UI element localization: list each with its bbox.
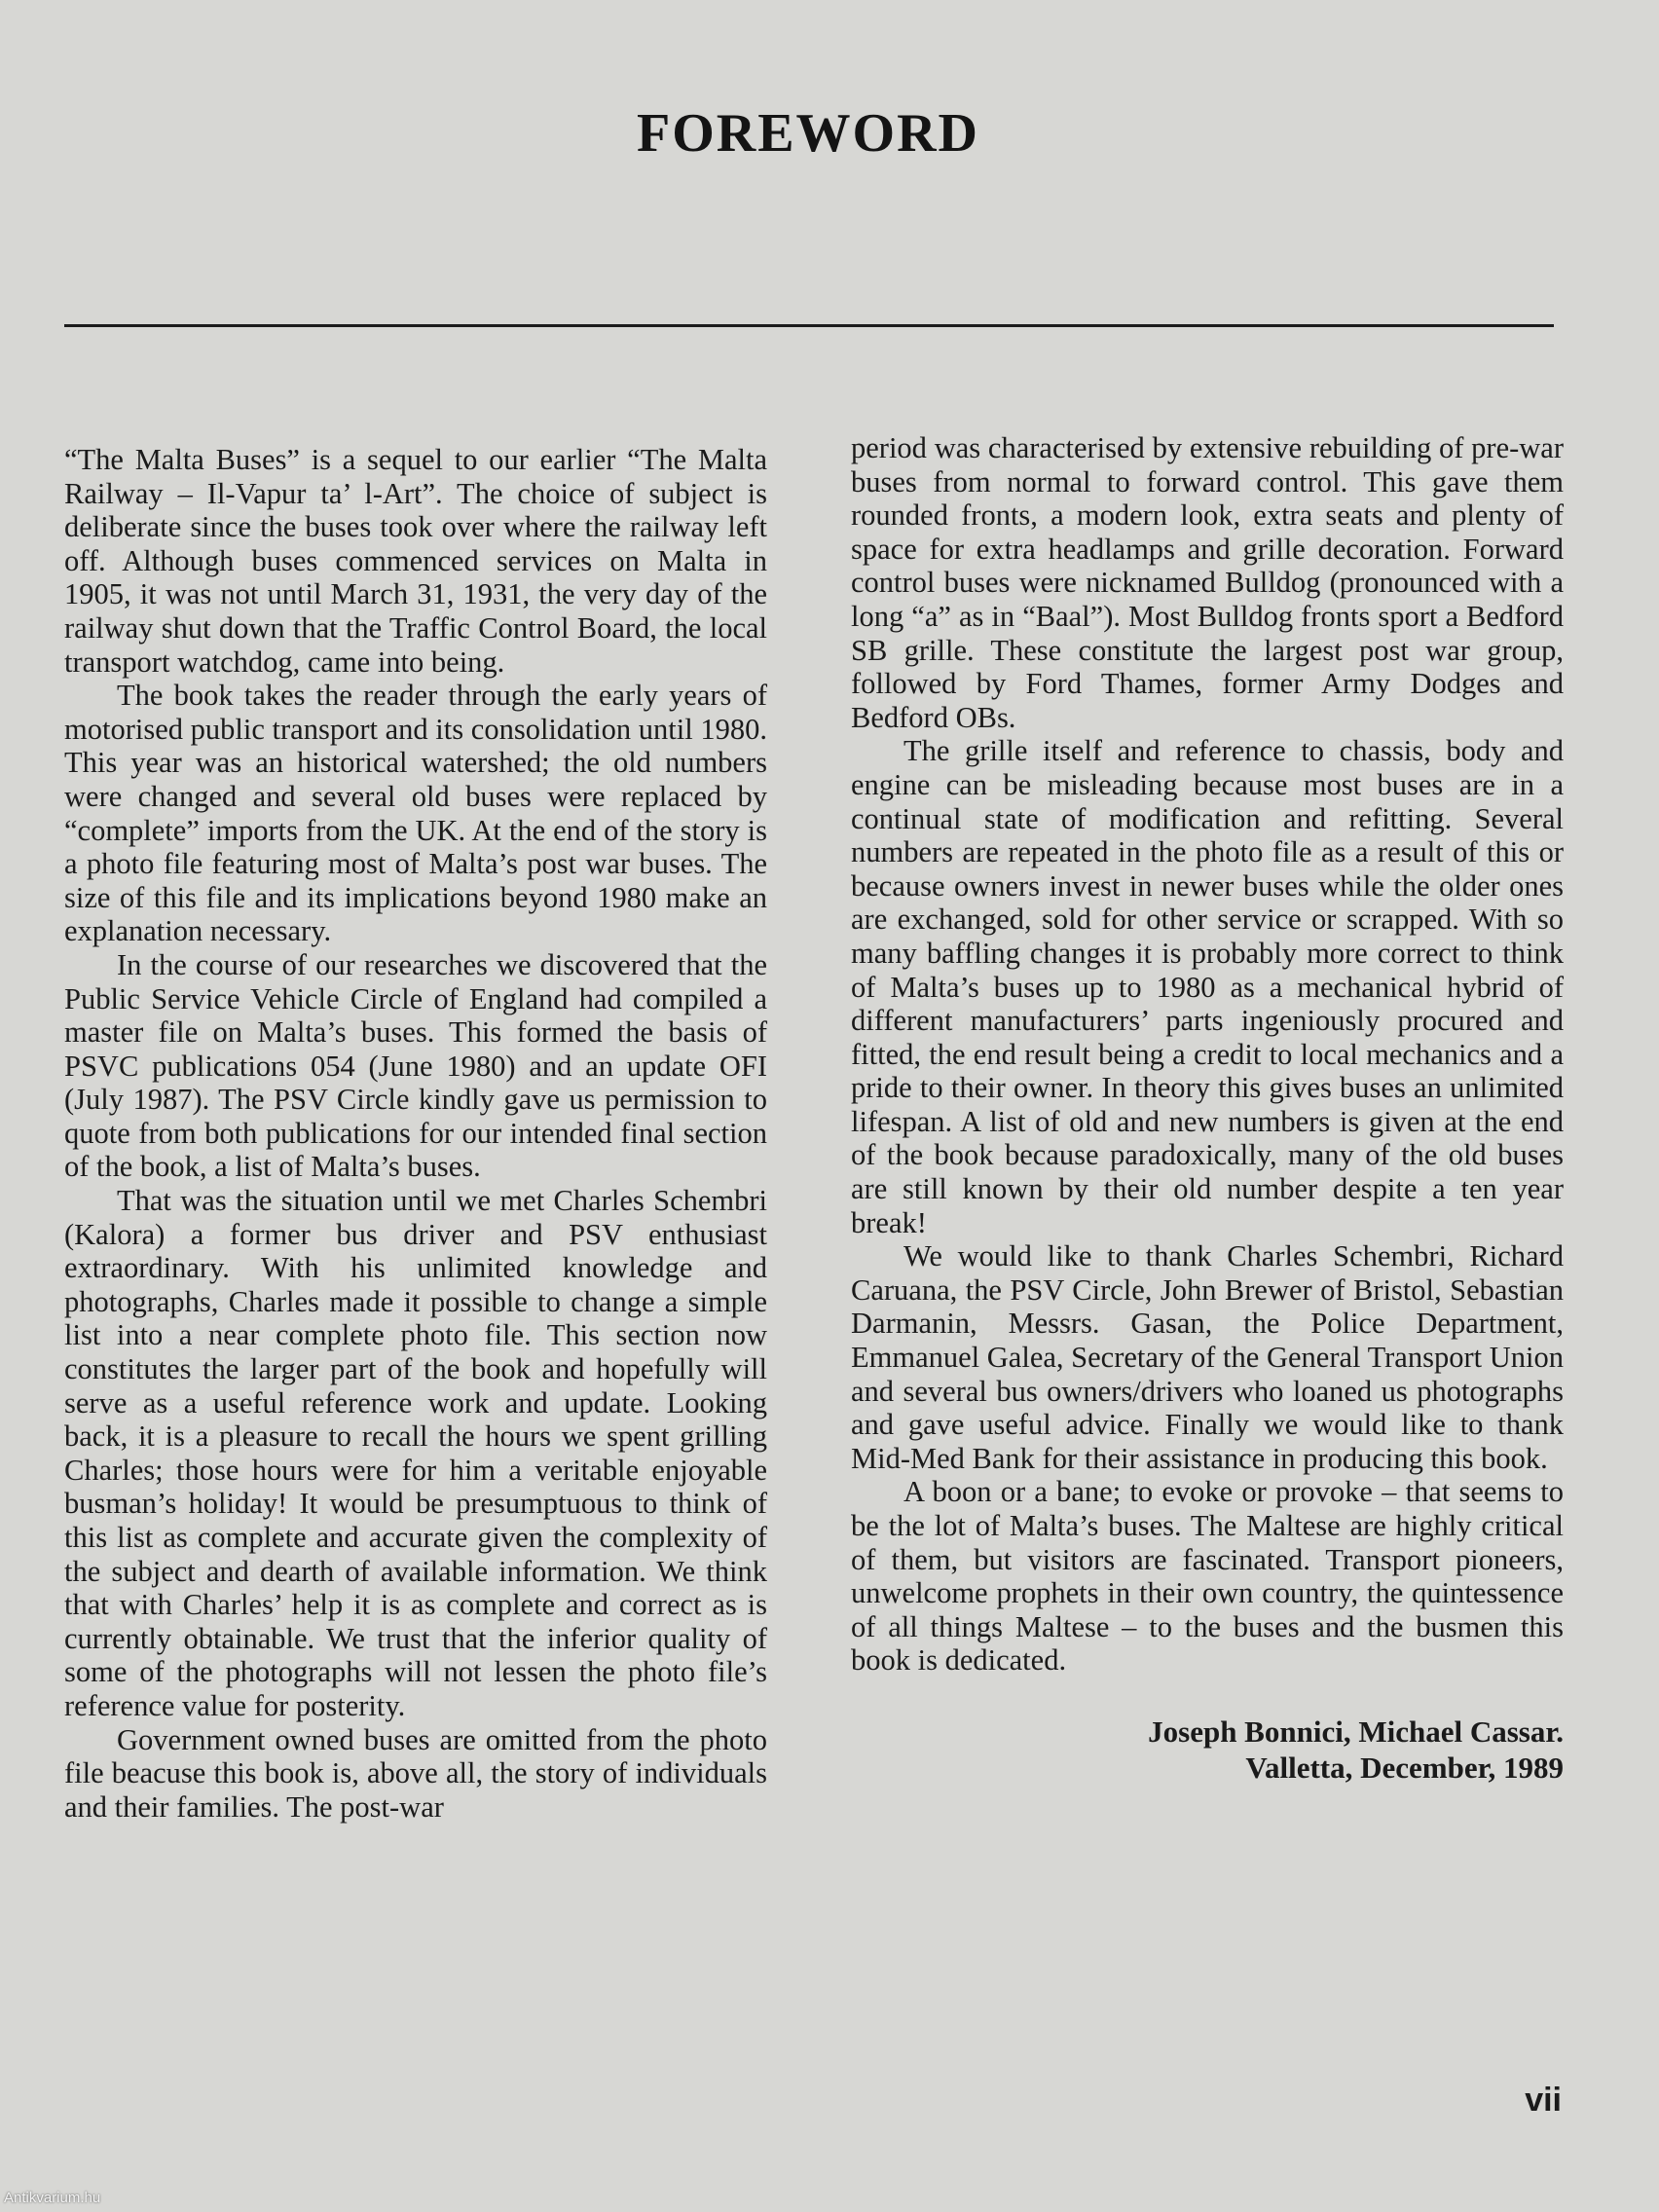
paragraph: A boon or a bane; to evoke or provoke – that seems to be the lot of Malta’s buses. The Maltese are highly critical of them, but visitors are fascinated. Transport pioneers, unwelcome prophets in their own country, the quintessence of all things Maltese – to the buses and the busmen this book is dedicated. [851,1475,1564,1677]
left-column [64,443,767,1824]
paragraph: Government owned buses are omitted from the photo file beacuse this book is, above all, the story of individuals and their families. The post-war [64,1722,767,1824]
paragraph: The grille itself and reference to chassis, body and engine can be misleading because most buses are in a continual state of modification and refitting. Several numbers are repeated in the photo file as a result of this or because owners invest in newer buses while the older ones are exchanged, sold for other service or scrapped. With so many baffling changes it is probably more correct to think of Malta’s buses up to 1980 as a mechanical hybrid of different manufacturers’ parts ingeniously procured and fitted, the end result being a credit to local mechanics and a pride to their owner. In theory this gives buses an unlimited lifespan. A list of old and new numbers is given at the end of the book because paradoxically, many of the old buses are still known by their old number despite a ten year break! [851,734,1564,1239]
signature [851,1714,1564,1786]
signature-place-date: Valletta, December, 1989 [1245,1750,1564,1785]
watermark: Antikvarium.hu [4,2190,101,2206]
page-number: vii [1525,2082,1562,2119]
paragraph: In the course of our researches we discovered that the Public Service Vehicle Circle of England had compiled a master file on Malta’s buses. This formed the basis of PSVC publications 054 (June 1980) and an update OFI (July 1987). The PSV Circle kindly gave us permission to quote from both publications for our intended final section of the book, a list of Malta’s buses. [64,947,767,1184]
paragraph: “The Malta Buses” is a sequel to our earlier “The Malta Railway – Il-Vapur ta’ l-Art”. The choice of subject is deliberate since the buses took over where the railway left off. Although buses commenced services on Malta in 1905, it was not until March 31, 1931, the very day of the railway shut down that the Traffic Control Board, the local transport watchdog, came into being. [64,443,767,679]
title-divider [64,324,1554,327]
paragraph: period was characterised by extensive rebuilding of pre-war buses from normal to forward control. This gave them rounded fronts, a modern look, extra seats and plenty of space for extra headlamps and grille decoration. Forward control buses were nicknamed Bulldog (pronounced with a long “a” as in “Baal”). Most Bulldog fronts sport a Bedford SB grille. These constitute the largest post war group, followed by Ford Thames, former Army Dodges and Bedford OBs. [851,431,1564,734]
right-column [851,431,1564,1786]
page-title: FOREWORD [637,103,979,164]
signature-authors: Joseph Bonnici, Michael Cassar. [1148,1714,1564,1749]
paragraph: That was the situation until we met Charles Schembri (Kalora) a former bus driver and PSV enthusiast extraordinary. With his unlimited knowledge and photographs, Charles made it possible to change a simple list into a near complete photo file. This section now constitutes the larger part of the book and hopefully will serve as a useful reference work and update. Looking back, it is a pleasure to recall the hours we spent grilling Charles; those hours were for him a veritable enjoyable busman’s holiday! It would be presumptuous to think of this list as complete and accurate given the complexity of the subject and dearth of available information. We think that with Charles’ help it is as complete and correct as is currently obtainable. We trust that the inferior quality of some of the photographs will not lessen the photo file’s reference value for posterity. [64,1184,767,1722]
paragraph: The book takes the reader through the early years of motorised public transport and its consolidation until 1980. This year was an historical watershed; the old numbers were changed and several old buses were replaced by “complete” imports from the UK. At the end of the story is a photo file featuring most of Malta’s post war buses. The size of this file and its implications beyond 1980 make an explanation necessary. [64,679,767,948]
paragraph: We would like to thank Charles Schembri, Richard Caruana, the PSV Circle, John Brewer of Bristol, Sebastian Darmanin, Messrs. Gasan, the Police Department, Emmanuel Galea, Secretary of the General Transport Union and several bus owners/drivers who loaned us photographs and gave useful advice. Finally we would like to thank Mid-Med Bank for their assistance in producing this book. [851,1239,1564,1475]
